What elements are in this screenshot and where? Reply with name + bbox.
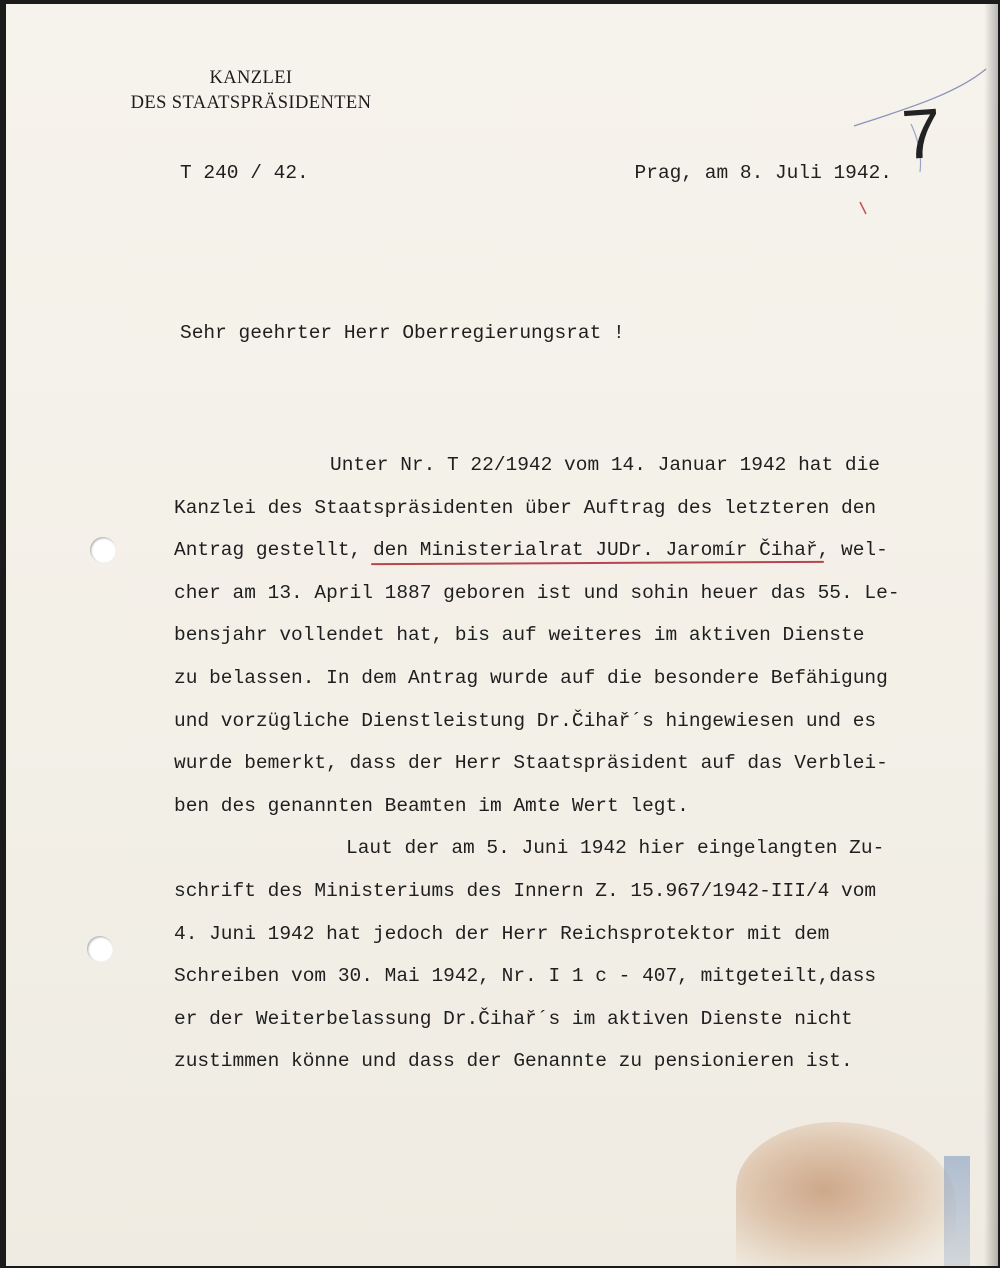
body-line: schrift des Ministeriums des Innern Z. 15.967/1942-III/4 vom: [174, 879, 877, 902]
letterhead-line-1: KANZLEI: [209, 68, 293, 88]
document-page: [6, 4, 998, 1266]
letterhead-line-2: DES STAATSPRÄSIDENTEN: [130, 93, 372, 113]
body-line: und vorzügliche Dienstleistung Dr.Čihař´s hingewiesen und es: [174, 709, 877, 732]
body-line: cher am 13. April 1887 geboren ist und sohin heuer das 55. Le-: [174, 581, 900, 604]
letter-body: [174, 444, 974, 1083]
body-line: zustimmen könne und dass der Genannte zu pensionieren ist.: [174, 1050, 853, 1073]
letterhead: [86, 66, 416, 116]
body-line: Unter Nr. T 22/1942 vom 14. Januar 1942 hat die: [330, 454, 880, 476]
tape-mark: [944, 1156, 970, 1266]
underlined-name: den Ministerialrat JUDr. Jaromír Čihař: [372, 539, 818, 562]
body-line: bensjahr vollendet hat, bis auf weiteres im aktiven Dienste: [174, 624, 865, 647]
rust-stain: [736, 1122, 956, 1266]
reference-number: T 240 / 42.: [180, 162, 309, 184]
body-line: wurde bemerkt, dass der Herr Staatspräsident auf das Verblei-: [174, 752, 888, 775]
punch-hole: [87, 936, 113, 962]
punch-hole: [90, 537, 116, 563]
body-line: [174, 529, 974, 572]
body-line: er der Weiterbelassung Dr.Čihař´s im aktiven Dienste nicht: [174, 1007, 853, 1030]
body-line: ben des genannten Beamten im Amte Wert legt.: [174, 794, 689, 817]
body-line: 4. Juni 1942 hat jedoch der Herr Reichsprotektor mit dem: [174, 922, 830, 945]
page-edge-shadow: [984, 4, 998, 1266]
sheet-number: 7: [899, 93, 944, 175]
body-line-part: Antrag gestellt,: [174, 539, 373, 562]
body-line: zu belassen. In dem Antrag wurde auf die besondere Befähigung: [174, 666, 888, 689]
body-line-part: , wel-: [817, 539, 888, 562]
body-line: Kanzlei des Staatspräsidenten über Auftrag des letzteren den: [174, 496, 877, 519]
salutation: Sehr geehrter Herr Oberregierungsrat !: [180, 322, 625, 344]
body-line: Schreiben vom 30. Mai 1942, Nr. I 1 c - 407, mitgeteilt,dass: [174, 965, 877, 988]
place-date: Prag, am 8. Juli 1942.: [634, 162, 892, 184]
body-line: Laut der am 5. Juni 1942 hier eingelangten Zu-: [346, 837, 885, 860]
